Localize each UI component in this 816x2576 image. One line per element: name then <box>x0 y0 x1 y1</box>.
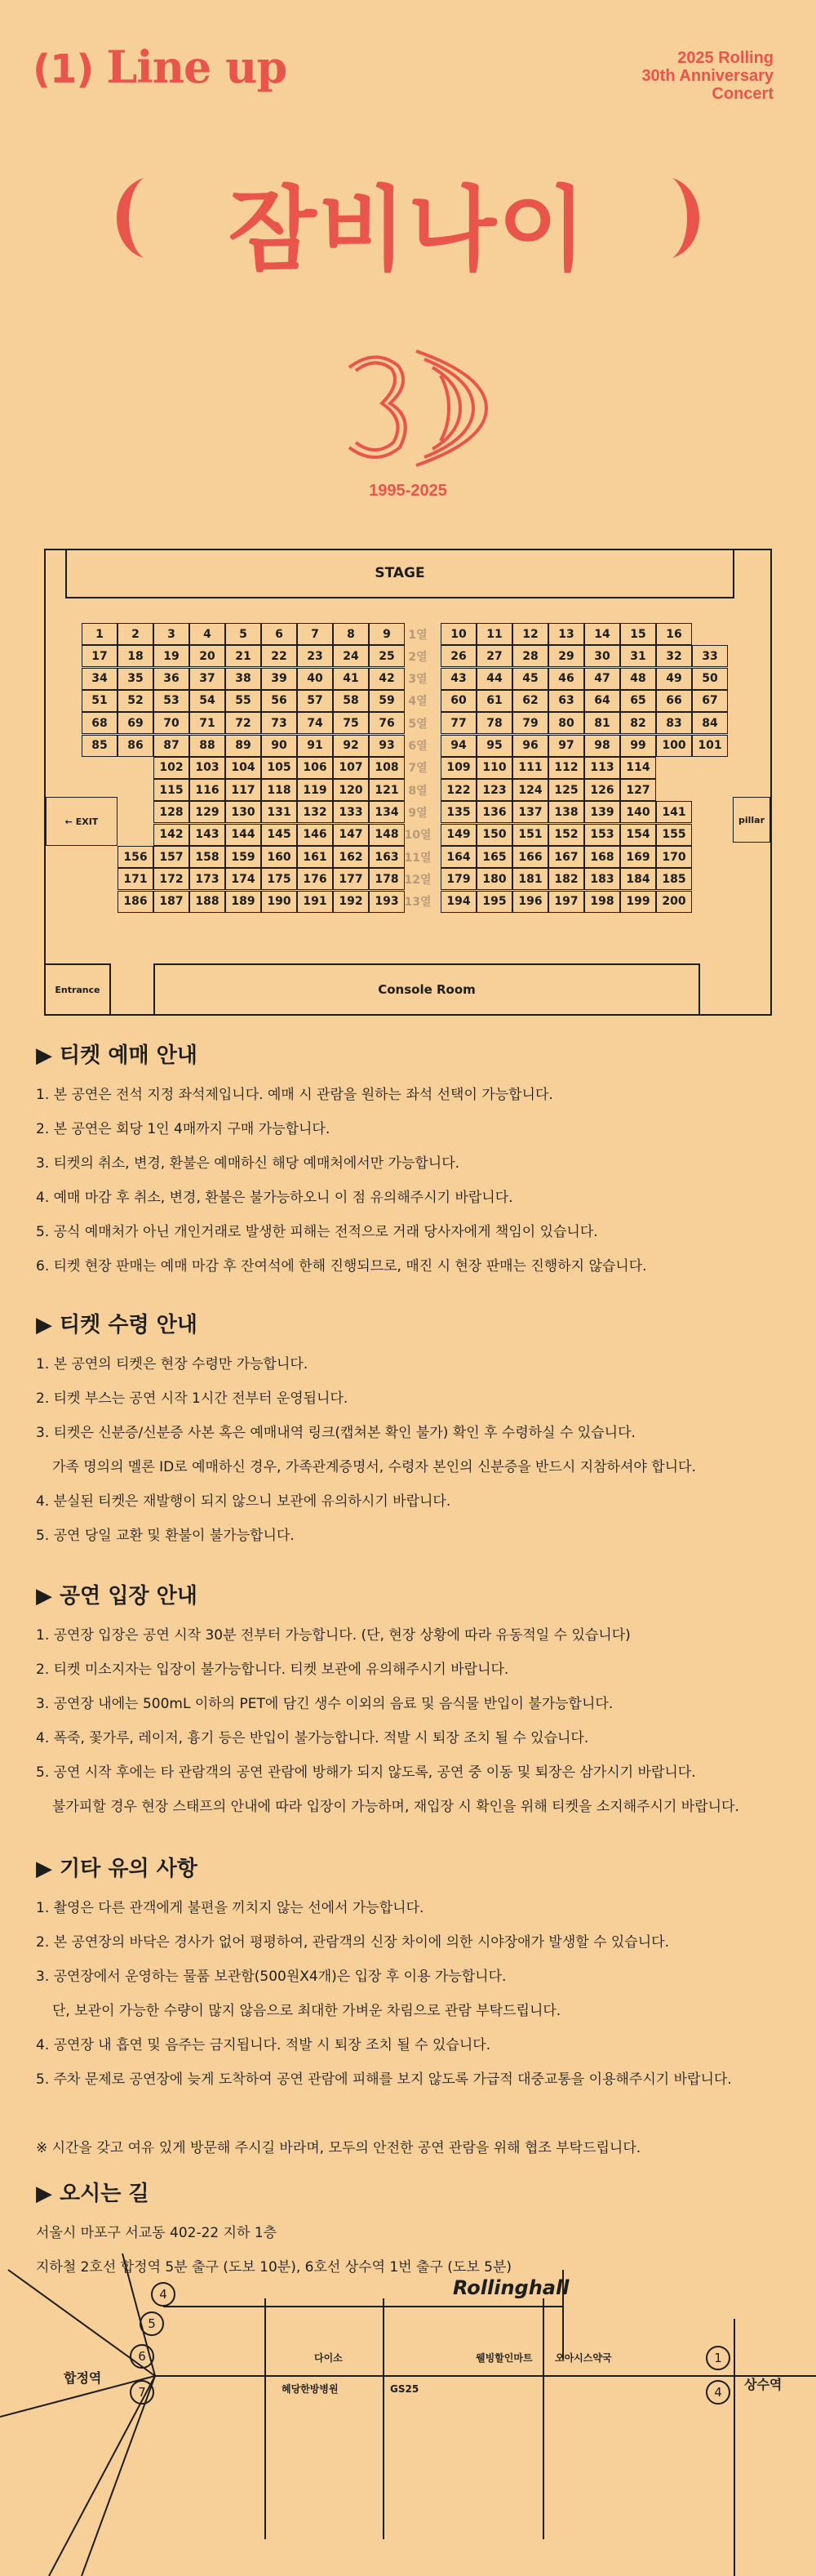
gs25-label: GS25 <box>390 2383 419 2395</box>
section-line: 2. 본 공연장의 바닥은 경사가 없어 평평하여, 관람객의 신장 차이에 의한 시야장애가 발생할 수 있습니다. <box>36 1934 669 1951</box>
seat: 103 <box>189 757 225 779</box>
seat: 28 <box>512 645 548 667</box>
seat: 6 <box>261 623 297 645</box>
seat: 45 <box>512 668 548 690</box>
seat: 199 <box>620 891 656 913</box>
section-line: 5. 공연 당일 교환 및 환불이 불가능합니다. <box>36 1528 295 1544</box>
seat: 66 <box>656 690 692 712</box>
seat: 88 <box>189 735 225 757</box>
seat: 114 <box>620 757 656 779</box>
seat: 111 <box>512 757 548 779</box>
seat: 12 <box>512 623 548 645</box>
lineup-title: (1) Line up <box>33 41 287 93</box>
section-line: 5. 공연 시작 후에는 타 관람객의 공연 관람에 방해가 되지 않도록, 공연 중 이동 및 퇴장은 삼가시기 바랍니다. <box>36 1764 696 1781</box>
concert-title: 2025 Rolling 30th Anniversary Concert <box>641 49 774 103</box>
seat: 39 <box>261 668 297 690</box>
seat: 197 <box>548 891 584 913</box>
seat: 183 <box>584 868 620 890</box>
section-line: 1. 본 공연의 티켓은 현장 수령만 가능합니다. <box>36 1356 308 1373</box>
seat: 97 <box>548 735 584 757</box>
exit-6-label: 6 <box>138 2349 146 2364</box>
seat: 104 <box>225 757 261 779</box>
seat: 72 <box>225 712 261 734</box>
seat: 64 <box>584 690 620 712</box>
seat: 49 <box>656 668 692 690</box>
seat: 153 <box>584 824 620 846</box>
seat: 102 <box>153 757 189 779</box>
seat: 48 <box>620 668 656 690</box>
section-line: 지하철 2호선 합정역 5분 출구 (도보 10분), 6호선 상수역 1번 출구 (도보 5분) <box>36 2259 512 2276</box>
seat: 15 <box>620 623 656 645</box>
section-line: 2. 본 공연은 회당 1인 4매까지 구매 가능합니다. <box>36 1121 330 1137</box>
seat: 174 <box>225 868 261 890</box>
seat: 67 <box>692 690 728 712</box>
seat: 92 <box>333 735 369 757</box>
section-line: 서울시 마포구 서교동 402-22 지하 1층 <box>36 2225 277 2241</box>
seat: 18 <box>118 645 153 667</box>
row-label: 9열 <box>408 806 428 820</box>
seat: 166 <box>512 846 548 868</box>
seat: 93 <box>369 735 405 757</box>
seat: 195 <box>477 891 512 913</box>
seat: 38 <box>225 668 261 690</box>
seat: 144 <box>225 824 261 846</box>
seat: 20 <box>189 645 225 667</box>
seat: 26 <box>441 645 477 667</box>
seat: 54 <box>189 690 225 712</box>
seat: 37 <box>189 668 225 690</box>
seat: 90 <box>261 735 297 757</box>
seat: 91 <box>297 735 333 757</box>
seat: 164 <box>441 846 477 868</box>
seat: 189 <box>225 891 261 913</box>
seat: 69 <box>118 712 153 734</box>
section-line: 1. 공연장 입장은 공연 시작 30분 전부터 가능합니다. (단, 현장 상황에 따라 유동적일 수 있습니다) <box>36 1627 631 1644</box>
exit-1-label: 1 <box>714 2351 722 2365</box>
seat: 11 <box>477 623 512 645</box>
seat: 120 <box>333 779 369 801</box>
seat: 106 <box>297 757 333 779</box>
seat: 10 <box>441 623 477 645</box>
seat: 47 <box>584 668 620 690</box>
right-crescent-icon <box>663 173 720 263</box>
seat: 36 <box>153 668 189 690</box>
seat: 156 <box>118 846 153 868</box>
row-label: 3열 <box>408 673 428 687</box>
seat: 96 <box>512 735 548 757</box>
row-label: 5열 <box>408 717 428 731</box>
seat: 172 <box>153 868 189 890</box>
seat: 107 <box>333 757 369 779</box>
row-label: 8열 <box>408 784 428 798</box>
seat: 53 <box>153 690 189 712</box>
venue-label: Rollinghall <box>453 2276 570 2299</box>
seat: 157 <box>153 846 189 868</box>
seat: 76 <box>369 712 405 734</box>
seat: 127 <box>620 779 656 801</box>
seat: 131 <box>261 801 297 823</box>
seat: 75 <box>333 712 369 734</box>
seat: 167 <box>548 846 584 868</box>
seat: 182 <box>548 868 584 890</box>
seat: 137 <box>512 801 548 823</box>
exit-sign: ← EXIT <box>46 797 118 846</box>
seat: 191 <box>297 891 333 913</box>
seat: 95 <box>477 735 512 757</box>
seat: 178 <box>369 868 405 890</box>
seat: 152 <box>548 824 584 846</box>
seat: 13 <box>548 623 584 645</box>
pharmacy-label: 오아시스약국 <box>555 2352 612 2364</box>
seat: 168 <box>584 846 620 868</box>
seat: 177 <box>333 868 369 890</box>
seat: 98 <box>584 735 620 757</box>
row-label: 13열 <box>404 896 432 910</box>
seat: 57 <box>297 690 333 712</box>
seat: 173 <box>189 868 225 890</box>
section-title: ▶ 오시는 길 <box>36 2182 149 2206</box>
seat: 112 <box>548 757 584 779</box>
row-label: 12열 <box>404 873 432 887</box>
seat: 7 <box>297 623 333 645</box>
seat: 44 <box>477 668 512 690</box>
seat: 17 <box>82 645 118 667</box>
seat: 68 <box>82 712 118 734</box>
seat: 149 <box>441 824 477 846</box>
seat: 190 <box>261 891 297 913</box>
seat: 134 <box>369 801 405 823</box>
seat: 59 <box>369 690 405 712</box>
seat: 87 <box>153 735 189 757</box>
seat: 141 <box>656 801 692 823</box>
section-line: 2. 티켓 미소지자는 입장이 불가능합니다. 티켓 보관에 유의해주시기 바랍니다. <box>36 1662 509 1678</box>
seat: 116 <box>189 779 225 801</box>
seat: 123 <box>477 779 512 801</box>
seat: 9 <box>369 623 405 645</box>
seat: 145 <box>261 824 297 846</box>
seat: 160 <box>261 846 297 868</box>
seat: 132 <box>297 801 333 823</box>
seat: 19 <box>153 645 189 667</box>
seat: 82 <box>620 712 656 734</box>
entrance: Entrance <box>46 963 111 1014</box>
seat: 143 <box>189 824 225 846</box>
seat: 140 <box>620 801 656 823</box>
section-line: 3. 공연장에서 운영하는 물품 보관함(500원X4개)은 입장 후 이용 가능합니다. <box>36 1969 507 1985</box>
seat: 25 <box>369 645 405 667</box>
seat: 101 <box>692 735 728 757</box>
section-title: ▶ 공연 입장 안내 <box>36 1584 197 1608</box>
seat: 119 <box>297 779 333 801</box>
seat: 63 <box>548 690 584 712</box>
seat: 159 <box>225 846 261 868</box>
artist-name: 잠비나이 <box>228 177 588 283</box>
seat: 184 <box>620 868 656 890</box>
console-room: Console Room <box>153 963 700 1014</box>
exit-4-label: 4 <box>159 2287 167 2302</box>
seat: 135 <box>441 801 477 823</box>
seat: 35 <box>118 668 153 690</box>
seat: 58 <box>333 690 369 712</box>
seat: 79 <box>512 712 548 734</box>
section-line: 4. 분실된 티켓은 재발행이 되지 않으니 보관에 유의하시기 바랍니다. <box>36 1493 451 1510</box>
seat: 136 <box>477 801 512 823</box>
exit-5-label: 5 <box>148 2316 156 2331</box>
seat: 34 <box>82 668 118 690</box>
section-line: 가족 명의의 멜론 ID로 예매하신 경우, 가족관계증명서, 수령자 본인의 신분증을 반드시 지참하셔야 합니다. <box>52 1459 696 1475</box>
section-line: 5. 주차 문제로 공연장에 늦게 도착하여 공연 관람에 피해를 보지 않도록 가급적 대중교통을 이용해주시기 바랍니다. <box>36 2071 732 2088</box>
seat: 73 <box>261 712 297 734</box>
seat: 186 <box>118 891 153 913</box>
section-line: 3. 티켓은 신분증/신분증 사본 혹은 예매내역 링크(캡쳐본 확인 불가) 확인 후 수령하실 수 있습니다. <box>36 1425 636 1441</box>
seat: 142 <box>153 824 189 846</box>
seat: 180 <box>477 868 512 890</box>
seat: 27 <box>477 645 512 667</box>
seat: 43 <box>441 668 477 690</box>
section-line: 4. 예매 마감 후 취소, 변경, 환불은 불가능하오니 이 점 유의해주시기 바랍니다. <box>36 1190 513 1206</box>
seat: 126 <box>584 779 620 801</box>
seat: 198 <box>584 891 620 913</box>
seat: 14 <box>584 623 620 645</box>
pillar: pillar <box>733 797 770 843</box>
seat: 24 <box>333 645 369 667</box>
seat: 139 <box>584 801 620 823</box>
seat: 94 <box>441 735 477 757</box>
seat: 138 <box>548 801 584 823</box>
seat: 108 <box>369 757 405 779</box>
anniversary-30-logo <box>343 343 490 474</box>
seat: 56 <box>261 690 297 712</box>
seat: 158 <box>189 846 225 868</box>
section-line: 1. 본 공연은 전석 지정 좌석제입니다. 예매 시 관람을 원하는 좌석 선택이 가능합니다. <box>36 1087 553 1103</box>
seat: 148 <box>369 824 405 846</box>
hapjeong-station: 합정역 <box>64 2370 102 2386</box>
section-line: 불가피할 경우 현장 스태프의 안내에 따라 입장이 가능하며, 재입장 시 확인을 위해 티켓을 소지해주시기 바랍니다. <box>52 1799 739 1815</box>
seat: 99 <box>620 735 656 757</box>
section-title: ▶ 기타 유의 사항 <box>36 1857 197 1881</box>
row-label: 4열 <box>408 695 428 709</box>
seat: 185 <box>656 868 692 890</box>
seat: 71 <box>189 712 225 734</box>
exit-markers <box>131 2283 730 2404</box>
seat: 2 <box>118 623 153 645</box>
seat: 118 <box>261 779 297 801</box>
seat: 100 <box>656 735 692 757</box>
seat: 70 <box>153 712 189 734</box>
seat: 105 <box>261 757 297 779</box>
sangsu-station: 상수역 <box>744 2377 783 2392</box>
seat: 110 <box>477 757 512 779</box>
seat: 124 <box>512 779 548 801</box>
seat: 113 <box>584 757 620 779</box>
section-line: 4. 폭죽, 꽃가루, 레이저, 흉기 등은 반입이 불가능합니다. 적발 시 퇴장 조치 될 수 있습니다. <box>36 1730 589 1746</box>
seat: 165 <box>477 846 512 868</box>
seat: 161 <box>297 846 333 868</box>
seat: 121 <box>369 779 405 801</box>
seat: 1 <box>82 623 118 645</box>
seat: 21 <box>225 645 261 667</box>
section-line: 단, 보관이 가능한 수량이 많지 않음으로 최대한 가벼운 차림으로 관람 부탁드립니다. <box>52 2003 561 2019</box>
seat: 5 <box>225 623 261 645</box>
seat: 109 <box>441 757 477 779</box>
seat: 84 <box>692 712 728 734</box>
seat: 29 <box>548 645 584 667</box>
seat: 74 <box>297 712 333 734</box>
seat: 175 <box>261 868 297 890</box>
seat: 150 <box>477 824 512 846</box>
section-line: 4. 공연장 내 흡연 및 음주는 금지됩니다. 적발 시 퇴장 조치 될 수 있습니다. <box>36 2037 491 2053</box>
seat: 80 <box>548 712 584 734</box>
row-label: 7열 <box>408 762 428 776</box>
section-line: 3. 공연장 내에는 500mL 이하의 PET에 담긴 생수 이외의 음료 및 음식물 반입이 불가능합니다. <box>36 1696 614 1712</box>
seat: 133 <box>333 801 369 823</box>
seat: 81 <box>584 712 620 734</box>
seat: 42 <box>369 668 405 690</box>
seat: 62 <box>512 690 548 712</box>
row-label: 1열 <box>408 628 428 642</box>
row-label: 2열 <box>408 650 428 664</box>
seat: 85 <box>82 735 118 757</box>
seat: 171 <box>118 868 153 890</box>
seat: 155 <box>656 824 692 846</box>
anniversary-years: 1995-2025 <box>369 482 447 500</box>
seat: 40 <box>297 668 333 690</box>
section-line: ※ 시간을 갖고 여유 있게 방문해 주시길 바라며, 모두의 안전한 공연 관람을 위해 협조 부탁드립니다. <box>36 2140 641 2156</box>
hospital-label: 혜당한방병원 <box>282 2383 339 2395</box>
seat: 61 <box>477 690 512 712</box>
row-label: 11열 <box>404 851 432 865</box>
lineup-number: (1) <box>33 47 94 92</box>
seat: 128 <box>153 801 189 823</box>
seat: 78 <box>477 712 512 734</box>
seat: 125 <box>548 779 584 801</box>
seat: 22 <box>261 645 297 667</box>
seat: 51 <box>82 690 118 712</box>
seat: 169 <box>620 846 656 868</box>
seat: 33 <box>692 645 728 667</box>
exit-4b-label: 4 <box>714 2385 722 2400</box>
section-line: 2. 티켓 부스는 공연 시작 1시간 전부터 운영됩니다. <box>36 1390 348 1407</box>
seat: 30 <box>584 645 620 667</box>
section-line: 1. 촬영은 다른 관객에게 불편을 끼치지 않는 선에서 가능합니다. <box>36 1900 424 1916</box>
seat: 154 <box>620 824 656 846</box>
seat: 181 <box>512 868 548 890</box>
seat: 89 <box>225 735 261 757</box>
seat: 86 <box>118 735 153 757</box>
row-label: 6열 <box>408 740 428 753</box>
daiso-label: 다이소 <box>314 2352 343 2364</box>
seat: 23 <box>297 645 333 667</box>
seat: 192 <box>333 891 369 913</box>
seat: 117 <box>225 779 261 801</box>
seat: 122 <box>441 779 477 801</box>
seat: 50 <box>692 668 728 690</box>
mart-label: 웰빙할인마트 <box>476 2352 533 2364</box>
seat: 41 <box>333 668 369 690</box>
seat: 3 <box>153 623 189 645</box>
seat: 4 <box>189 623 225 645</box>
seat: 170 <box>656 846 692 868</box>
seat: 163 <box>369 846 405 868</box>
seat: 193 <box>369 891 405 913</box>
section-line: 5. 공식 예매처가 아닌 개인거래로 발생한 피해는 전적으로 거래 당사자에게 책임이 있습니다. <box>36 1224 598 1240</box>
seat: 115 <box>153 779 189 801</box>
seat: 83 <box>656 712 692 734</box>
seat: 52 <box>118 690 153 712</box>
directions-map <box>0 2253 816 2576</box>
seat: 129 <box>189 801 225 823</box>
section-line: 6. 티켓 현장 판매는 예매 마감 후 잔여석에 한해 진행되므로, 매진 시 현장 판매는 진행하지 않습니다. <box>36 1258 647 1275</box>
seat: 147 <box>333 824 369 846</box>
seat: 146 <box>297 824 333 846</box>
seat: 130 <box>225 801 261 823</box>
seat: 8 <box>333 623 369 645</box>
stage: STAGE <box>65 549 734 598</box>
seat: 46 <box>548 668 584 690</box>
seat: 65 <box>620 690 656 712</box>
seat: 162 <box>333 846 369 868</box>
seat: 200 <box>656 891 692 913</box>
section-title: ▶ 티켓 예매 안내 <box>36 1043 197 1068</box>
seat: 196 <box>512 891 548 913</box>
row-label: 10열 <box>404 829 432 843</box>
seat: 194 <box>441 891 477 913</box>
section-line: 3. 티켓의 취소, 변경, 환불은 예매하신 해당 예매처에서만 가능합니다. <box>36 1155 460 1172</box>
seat: 176 <box>297 868 333 890</box>
seat: 16 <box>656 623 692 645</box>
section-title: ▶ 티켓 수령 안내 <box>36 1313 197 1337</box>
seat: 55 <box>225 690 261 712</box>
seat: 179 <box>441 868 477 890</box>
seat: 31 <box>620 645 656 667</box>
seat: 151 <box>512 824 548 846</box>
seat: 60 <box>441 690 477 712</box>
seat: 32 <box>656 645 692 667</box>
seat: 77 <box>441 712 477 734</box>
seat: 188 <box>189 891 225 913</box>
seat: 187 <box>153 891 189 913</box>
exit-7-label: 7 <box>138 2385 146 2400</box>
